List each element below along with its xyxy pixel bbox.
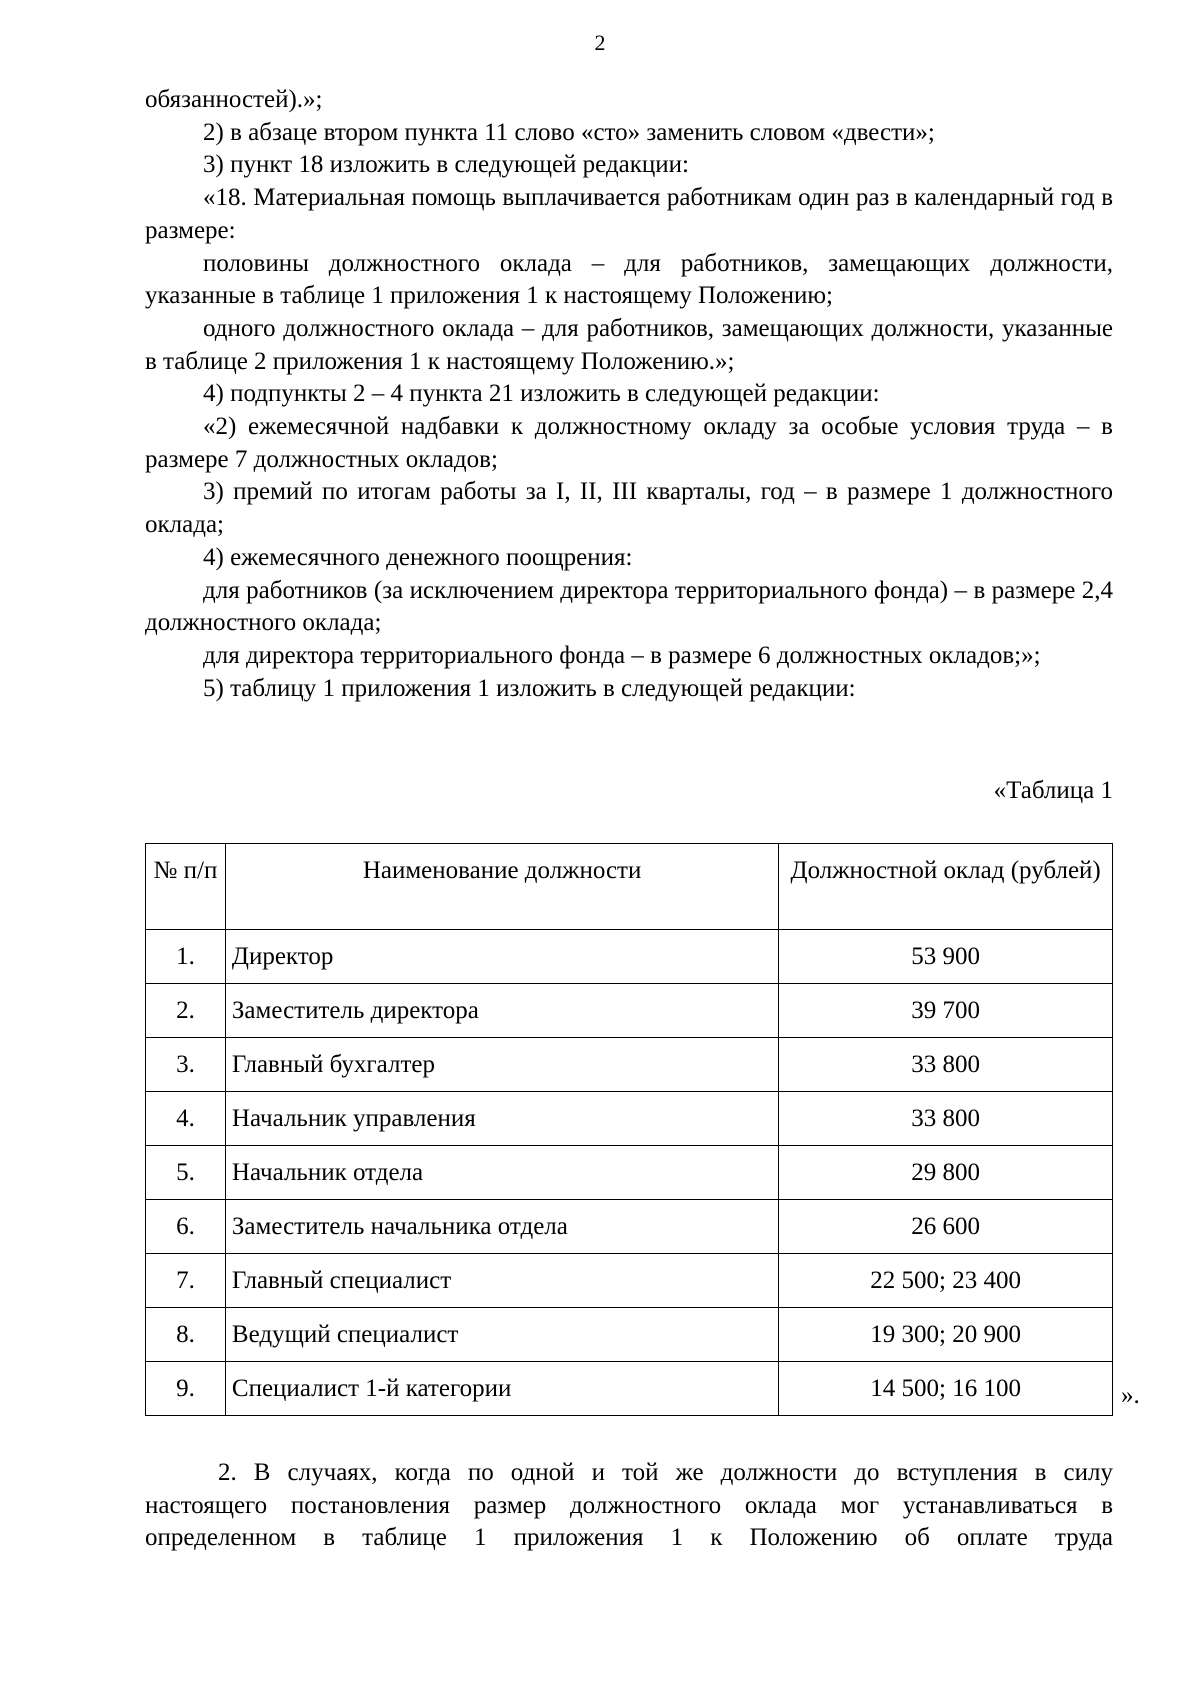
table-closing-quote: ».	[1121, 1382, 1140, 1409]
row-salary: 29 800	[779, 1146, 1113, 1200]
paragraph: для директора территориального фонда – в размере 6 должностных окладов;»;	[203, 641, 1041, 669]
row-position-name: Директор	[225, 930, 778, 984]
paragraph: «18. Материальная помощь выплачивается работникам один раз в календарный год в размере:	[145, 184, 1113, 244]
row-number: 5.	[146, 1146, 226, 1200]
row-salary: 26 600	[779, 1200, 1113, 1254]
closing-paragraph: 2. В случаях, когда по одной и той же должности до вступления в силу настоящего постановления размер должностного оклада мог устанавливаться в определенном в таблице 1 приложения 1 к Положению об оплате труда	[145, 1459, 1113, 1552]
row-position-name: Заместитель начальника отдела	[225, 1200, 778, 1254]
salary-table	[145, 843, 1113, 1416]
closing-section	[145, 1457, 1113, 1555]
table-caption: «Таблица 1	[993, 777, 1113, 804]
paragraph: одного должностного оклада – для работников, замещающих должности, указанные в таблице 2 приложения 1 к настоящему Положению.»;	[145, 314, 1113, 375]
paragraph: 4) ежемесячного денежного поощрения:	[203, 543, 633, 571]
row-number: 1.	[146, 930, 226, 984]
row-salary: 22 500; 23 400	[779, 1254, 1113, 1308]
document-body	[145, 84, 1113, 705]
row-position-name: Главный специалист	[225, 1254, 778, 1308]
table-row	[146, 984, 1113, 1038]
paragraph: 4) подпункты 2 – 4 пункта 21 изложить в следующей редакции:	[203, 380, 880, 408]
header-position-name: Наименование должности	[225, 844, 778, 930]
row-number: 4.	[146, 1092, 226, 1146]
row-salary: 33 800	[779, 1092, 1113, 1146]
paragraph: обязанностей).»;	[145, 86, 323, 113]
row-number: 6.	[146, 1200, 226, 1254]
paragraph: «2) ежемесячной надбавки к должностному окладу за особые условия труда – в размере 7 должностных окладов;	[145, 413, 1113, 473]
row-number: 3.	[146, 1038, 226, 1092]
paragraph: 5) таблицу 1 приложения 1 изложить в следующей редакции:	[203, 674, 856, 702]
paragraph: 2) в абзаце втором пункта 11 слово «сто» заменить словом «двести»;	[203, 118, 935, 146]
table-row	[146, 1038, 1113, 1092]
row-number: 8.	[146, 1308, 226, 1362]
table-row	[146, 1254, 1113, 1308]
row-position-name: Ведущий специалист	[225, 1308, 778, 1362]
row-salary: 14 500; 16 100	[779, 1362, 1113, 1416]
table-row	[146, 1146, 1113, 1200]
row-salary: 19 300; 20 900	[779, 1308, 1113, 1362]
row-number: 2.	[146, 984, 226, 1038]
table-row	[146, 1200, 1113, 1254]
table-row	[146, 1362, 1113, 1416]
row-position-name: Начальник управления	[225, 1092, 778, 1146]
row-number: 7.	[146, 1254, 226, 1308]
paragraph: для работников (за исключением директора территориального фонда) – в размере 2,4 должностного оклада;	[145, 576, 1113, 637]
header-salary: Должностной оклад (рублей)	[779, 844, 1113, 930]
table-row	[146, 1092, 1113, 1146]
row-salary: 33 800	[779, 1038, 1113, 1092]
table-row	[146, 1308, 1113, 1362]
header-number: № п/п	[146, 844, 226, 930]
paragraph: половины должностного оклада – для работников, замещающих должности, указанные в таблице 1 приложения 1 к настоящему Положению;	[145, 249, 1113, 310]
row-position-name: Главный бухгалтер	[225, 1038, 778, 1092]
row-number: 9.	[146, 1362, 226, 1416]
row-position-name: Заместитель директора	[225, 984, 778, 1038]
row-position-name: Начальник отдела	[225, 1146, 778, 1200]
paragraph: 3) пункт 18 изложить в следующей редакции:	[203, 151, 689, 179]
row-position-name: Специалист 1-й категории	[225, 1362, 778, 1416]
table-row	[146, 930, 1113, 984]
row-salary: 53 900	[779, 930, 1113, 984]
table-header-row	[146, 844, 1113, 930]
paragraph: 3) премий по итогам работы за I, II, III кварталы, год – в размере 1 должностного оклада;	[145, 478, 1113, 539]
page-number: 2	[594, 30, 606, 55]
row-salary: 39 700	[779, 984, 1113, 1038]
